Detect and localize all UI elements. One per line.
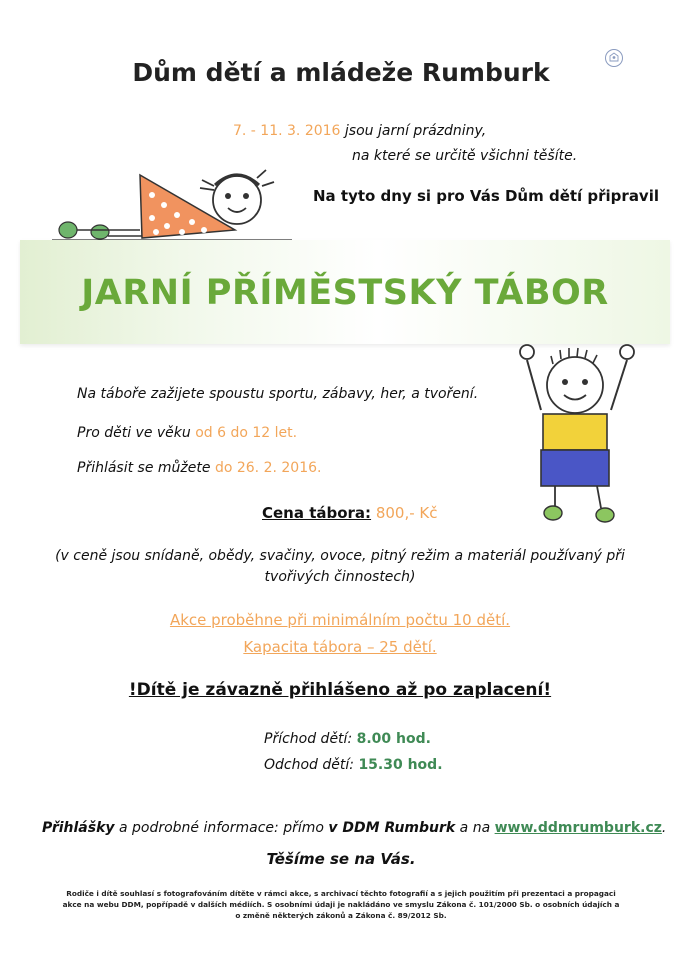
fine-print: Rodiče i dítě souhlasí s fotografováním dítěte v rámci akce, s archivací těchto fotografií a s jejich použitím při prezentaci a propagaci akce na webu DDM, popřípadě v dalších médiích. S osobními údaji je nakládáno ve smyslu Zákona č. 101/2000 Sb. o osobních údajích a o změně některých zákonů a Zákona č. 89/2012 Sb. bbox=[62, 889, 620, 920]
capacity-text: Kapacita tábora – 25 dětí. bbox=[243, 638, 437, 656]
departure-line bbox=[264, 757, 443, 773]
deadline-text bbox=[77, 460, 321, 476]
capacity bbox=[40, 638, 640, 656]
payment-notice: !Dítě je závazně přihlášeno až po zaplacení! bbox=[128, 680, 552, 700]
banner-title: JARNÍ PŘÍMĚSTSKÝ TÁBOR bbox=[81, 273, 609, 313]
registration-lead: Přihlášky bbox=[42, 820, 115, 836]
age-text bbox=[77, 425, 297, 441]
price-value: 800,- Kč bbox=[375, 504, 438, 522]
departure-label: Odchod dětí: bbox=[264, 757, 354, 773]
price-line bbox=[262, 504, 438, 522]
arrival-label: Příchod dětí: bbox=[264, 731, 353, 747]
registration-middle: a podrobné informace: přímo bbox=[118, 820, 324, 836]
price-includes-line1: (v ceně jsou snídaně, obědy, svačiny, ovoce, pitný režim a materiál používaný při bbox=[55, 548, 625, 564]
ddm-logo-icon bbox=[604, 48, 624, 68]
page-title: Dům dětí a mládeže Rumburk bbox=[132, 58, 550, 87]
age-label: Pro děti ve věku bbox=[77, 425, 191, 441]
registration-place: v DDM Rumburk bbox=[328, 820, 456, 836]
holiday-dates bbox=[233, 123, 486, 139]
website-link[interactable]: www.ddmrumburk.cz bbox=[494, 820, 662, 836]
registration-info bbox=[42, 820, 666, 836]
arrival-line bbox=[264, 731, 431, 747]
prepared-text: Na tyto dny si pro Vás Dům dětí připravil bbox=[313, 187, 659, 205]
min-participants-text: Akce proběhne při minimálním počtu 10 dětí. bbox=[169, 611, 511, 629]
arrival-time: 8.00 hod. bbox=[356, 731, 431, 747]
holiday-date-range: 7. - 11. 3. 2016 bbox=[233, 123, 341, 139]
closing-text: Těšíme se na Vás. bbox=[266, 850, 416, 868]
holiday-line2: na které se určitě všichni těšíte. bbox=[352, 148, 578, 164]
price-includes bbox=[40, 546, 640, 588]
age-value: od 6 do 12 let. bbox=[195, 425, 298, 441]
girl-illustration bbox=[52, 160, 302, 245]
activities-text: Na táboře zažijete spoustu sportu, zábavy, her, a tvoření. bbox=[77, 386, 479, 402]
price-label: Cena tábora: bbox=[262, 504, 372, 522]
departure-time: 15.30 hod. bbox=[358, 757, 443, 773]
boy-illustration bbox=[515, 338, 640, 526]
deadline-value: do 26. 2. 2016. bbox=[214, 460, 322, 476]
deadline-label: Přihlásit se můžete bbox=[77, 460, 211, 476]
holiday-dates-text: jsou jarní prázdniny, bbox=[344, 123, 487, 139]
registration-and: a na bbox=[459, 820, 491, 836]
registration-end: . bbox=[661, 820, 667, 836]
min-participants bbox=[40, 611, 640, 629]
price-includes-line2: tvořivých činnostech) bbox=[264, 569, 416, 585]
